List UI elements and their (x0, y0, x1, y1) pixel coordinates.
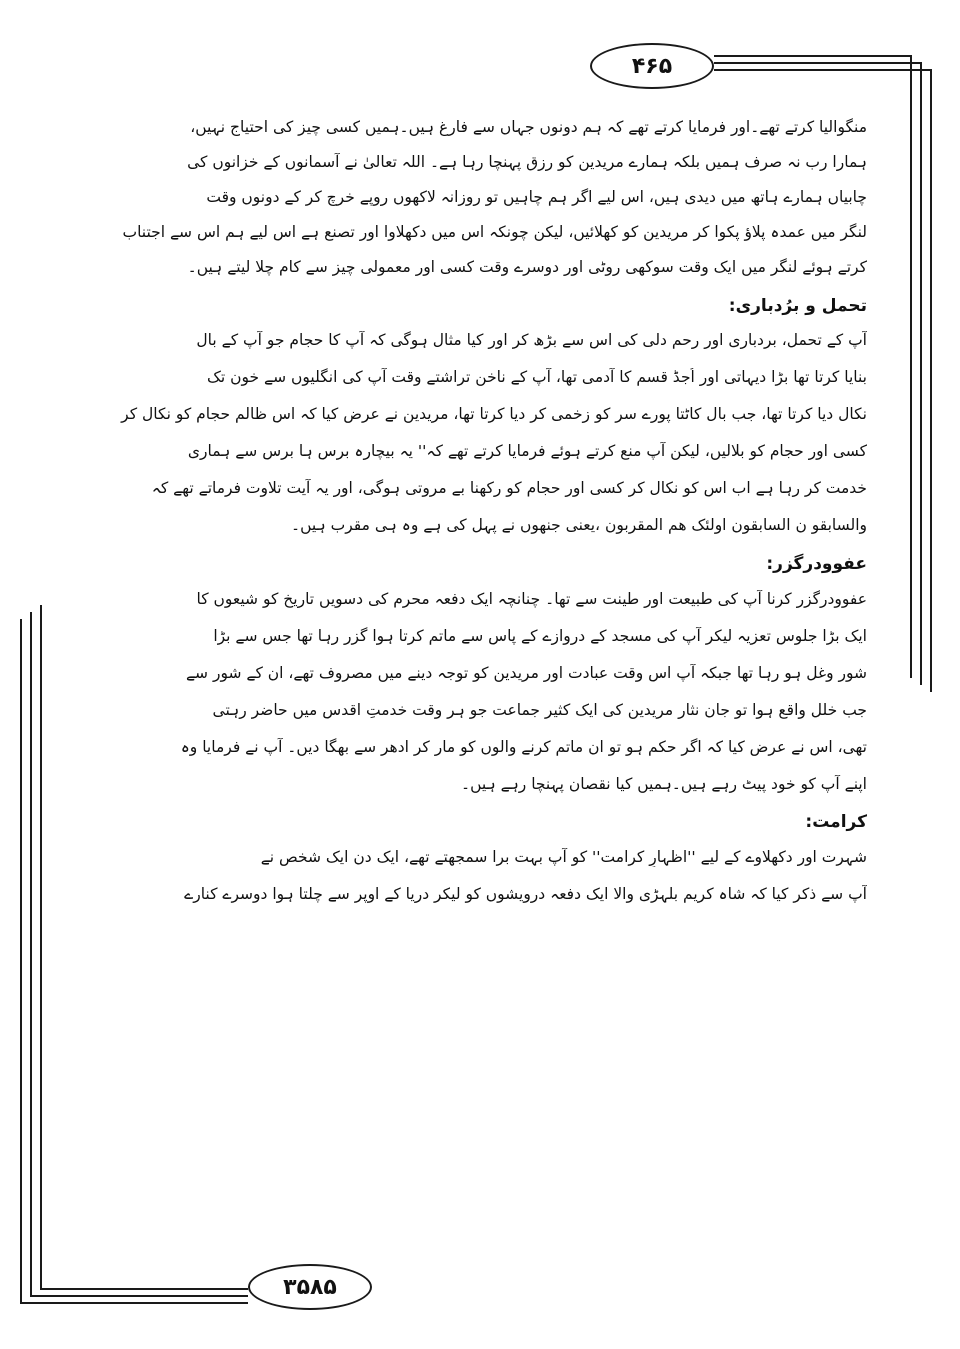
paragraph-line: تھی، اس نے عرض کیا کہ اگر حکم ہو تو ان ماتم کرنے والوں کو مار کر ادھر سے بھگا دیں۔ آپ نے فرمایا وہ (180, 738, 867, 756)
section-heading-karamat: کرامت: (805, 812, 867, 832)
frame-top-line-3 (714, 69, 932, 71)
paragraph-line: کرتے ہوئے لنگر میں ایک وقت سوکھی روٹی اور دوسرے وقت کسی اور معمولی چیز سے کام چلا لیتے ہیں۔ (187, 258, 867, 276)
paragraph-line: شور وغل ہو رہا تھا جبکہ آپ اس وقت عبادت اور مریدین کو توجہ دینے میں مصروف تھے، ان کے شور سے (185, 664, 867, 682)
frame-bottom-line-1 (40, 1288, 248, 1290)
paragraph-line: شہرت اور دکھلاوے کے لیے ''اظہارِ کرامت'' کو آپ بہت برا سمجھتے تھے، ایک دن ایک شخص نے (260, 848, 867, 866)
paragraph-line: بنایا کرتا تھا بڑا دیہاتی اور اُجڈ قسم کا آدمی تھا، آپ کے ناخن تراشتے وقت آپ کی انگلیوں سے خون تک (207, 368, 867, 386)
frame-bottom-line-2 (30, 1295, 248, 1297)
section-heading-tahammul: تحمل و برُدباری: (728, 296, 867, 316)
frame-left-line-3 (20, 619, 22, 1304)
paragraph-line: ایک بڑا جلوس تعزیہ لیکر آپ کی مسجد کے دروازے کے پاس سے ماتم کرتا ہوا گزر رہا تھا جس سے بڑا (213, 627, 867, 645)
paragraph-line: جب خلل واقع ہوا تو جان نثار مریدین کی ایک کثیر جماعت جو ہر وقت خدمتِ اقدس میں حاضر رہتی (212, 701, 867, 719)
paragraph-line: والسابقو ن السابقون اولئک ھم المقربون ،یعنی جنھوں نے پہل کی ہے وہ ہی مقرب ہیں۔ (291, 516, 867, 534)
page-number-top: ۴۶۵ (590, 43, 714, 89)
paragraph-line: عفوودرگزر کرنا آپ کی طبیعت اور طینت سے تھا۔ چنانچہ ایک دفعہ محرم کی دسویں تاریخ کو شیعوں کا (196, 590, 867, 608)
paragraph-line: آپ کے تحمل، بردباری اور رحم دلی کی اس سے بڑھ کر اور کیا مثال ہوگی کہ آپ کا حجام جو آپ کے بال (196, 331, 867, 349)
section-heading-afw: عفوودرگزر: (766, 554, 867, 574)
frame-top-line-2 (714, 62, 922, 64)
paragraph-line: خدمت کر رہا ہے اب اس کو نکال کر کسی اور حجام کو رکھنا بے مروتی ہوگی، اور یہ آیت تلاوت فرماتے تھے کہ (151, 479, 867, 497)
paragraph-line: چابیاں ہمارے ہاتھ میں دیدی ہیں، اس لیے اگر ہم چاہیں تو روزانہ لاکھوں روپے خرچ کر کے دونوں وقت (206, 188, 867, 206)
frame-left-line-2 (30, 612, 32, 1297)
paragraph-line: ہمارا رب نہ صرف ہمیں بلکہ ہمارے مریدین کو رزق پہنچا رہا ہے۔ اللہ تعالیٰ نے آسمانوں کے خزانوں کی (187, 153, 867, 171)
frame-left-line-1 (40, 605, 42, 1290)
paragraph-line: اپنے آپ کو خود پیٹ رہے ہیں۔ہمیں کیا نقصان پہنچا رہے ہیں۔ (461, 775, 867, 793)
paragraph-line: آپ سے ذکر کیا کہ شاہ کریم بلہڑی والا ایک دفعہ درویشوں کو لیکر دریا کے اوپر سے چلتا ہوا دوسرے کنارے (184, 885, 867, 903)
frame-right-line-1 (910, 55, 912, 678)
paragraph-line: کسی اور حجام کو بلالیں، لیکن آپ منع کرتے ہوئے فرمایا کرتے تھے کہ'' یہ بیچارہ برس ہا برس سے ہماری (187, 442, 867, 460)
frame-top-line-1 (714, 55, 912, 57)
frame-right-line-3 (930, 69, 932, 692)
page-number-bottom: ۳۵۸۵ (248, 1264, 372, 1310)
paragraph-line: لنگر میں عمدہ پلاؤ پکوا کر مریدین کو کھلائیں، لیکن چونکہ اس میں دکھلاوا اور تصنع ہے اس لیے ہم اس سے اجتناب (122, 223, 867, 241)
paragraph-line: نکال دیا کرتا تھا، جب بال کاٹتا پورے سر کو زخمی کر دیا کرتا تھا، مریدین نے عرض کیا کہ اس ظالم حجام کو نکال کر (121, 405, 867, 423)
paragraph-line: منگوالیا کرتے تھے۔اور فرمایا کرتے تھے کہ ہم دونوں جہاں سے فارغ ہیں۔ہمیں کسی چیز کی احتیاج نہیں، (190, 118, 867, 136)
frame-bottom-line-3 (20, 1302, 248, 1304)
page-body (92, 118, 867, 1238)
frame-right-line-2 (920, 62, 922, 685)
